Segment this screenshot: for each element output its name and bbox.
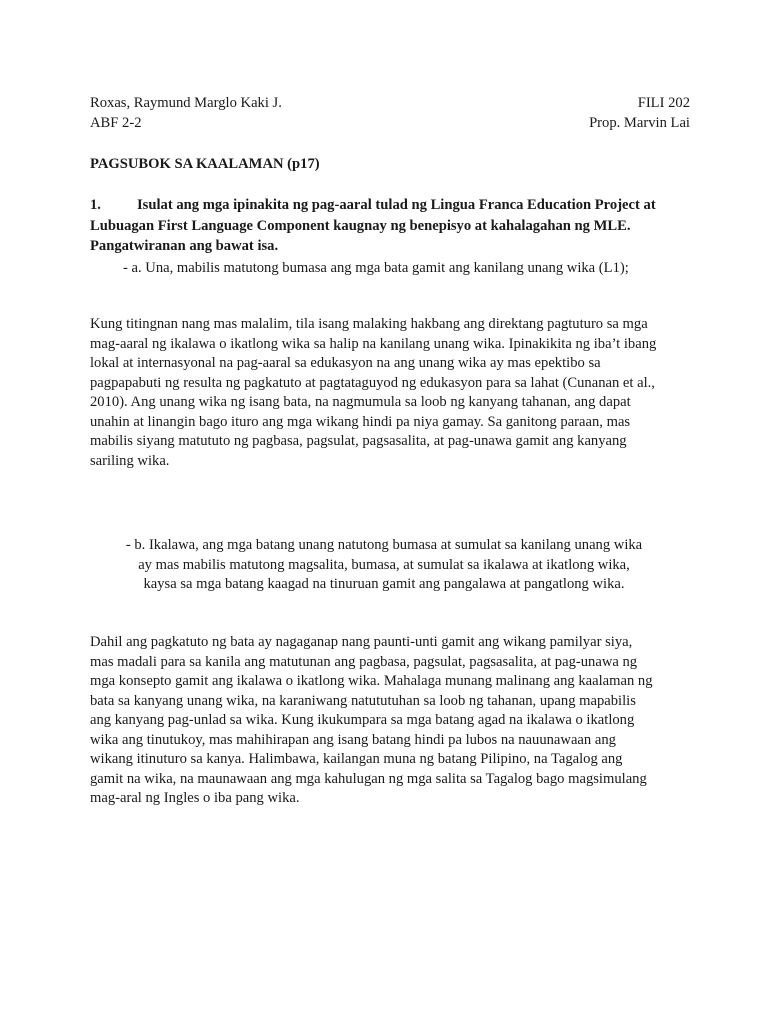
paragraph-line: mag-aral ng Ingles o iba pang wika. xyxy=(90,790,300,806)
item-a: - a. Una, mabilis matutong bumasa ang mga bata gamit ang kanilang unang wika (L1); xyxy=(123,260,629,276)
paragraph-line: sariling wika. xyxy=(90,452,170,469)
paragraph-line: unahin at linangin bago ituro ang mga wikang hindi pa niya gamay. Sa ganitong paraan, mas xyxy=(90,413,631,430)
professor-name: Prop. Marvin Lai xyxy=(589,115,690,131)
item-b-line: - b. Ikalawa, ang mga batang unang natutong bumasa at sumulat sa kanilang unang wika xyxy=(125,537,643,553)
paragraph-line: 2010). Ang unang wika ng isang bata, na nagmumula sa loob ng kanyang tahanan, ang dapat xyxy=(90,394,631,410)
paragraph-line: wikang itinuturo sa kanya. Halimbawa, kailangan muna ng batang Pilipino, na Tagalog ang xyxy=(90,751,623,767)
paragraph-line: mabilis siyang matututo ng pagbasa, pagsulat, pagsasalita, at pag-unawa gamit ang kanyang xyxy=(90,433,627,449)
paragraph-a xyxy=(90,315,680,471)
paragraph-line: mas madali para sa kanila ang matutunan ang pagbasa, pagsulat, pagsasalita, at pag-unawa ng xyxy=(90,653,638,670)
section: ABF 2-2 xyxy=(90,115,142,131)
paragraph-line: bata sa kanyang unang wika, na karaniwang natututuhan sa loob ng tahanan, upang mapabilis xyxy=(90,692,636,709)
paragraph-line: ang kanyang pag-unlad sa wika. Kung ikukumpara sa mga batang agad na ikalawa o ikatlong xyxy=(90,712,635,728)
paragraph-line: Kung titingnan nang mas malalim, tila isang malaking hakbang ang direktang pagtuturo sa mga xyxy=(90,316,648,332)
paragraph-line: Dahil ang pagkatuto ng bata ay nagaganap nang paunti-unti gamit ang wikang pamilyar siya, xyxy=(90,634,633,650)
item-b xyxy=(0,536,768,595)
paragraph-line: gamit na wika, na maunawaan ang mga kahulugan ng mga salita sa Tagalog bago magsimulang xyxy=(90,770,647,787)
document-title: PAGSUBOK SA KAALAMAN (p17) xyxy=(90,156,320,172)
course-code: FILI 202 xyxy=(637,95,690,111)
paragraph-b xyxy=(90,633,680,809)
student-name: Roxas, Raymund Marglo Kaki J. xyxy=(90,95,282,111)
item-b-line: ay mas mabilis matutong magsalita, bumasa, at sumulat sa ikalawa at ikatlong wika, xyxy=(138,556,630,573)
paragraph-line: mga konsepto gamit ang ikalawa o ikatlong wika. Mahalaga munang malinang ang kaalaman ng xyxy=(90,673,653,689)
item-b-line: kaysa sa mga batang kaagad na tinuruan gamit ang pangalawa at pangatlong wika. xyxy=(143,576,625,592)
question-number: 1. xyxy=(90,197,101,213)
question-line: Isulat ang mga ipinakita ng pag-aaral tulad ng Lingua Franca Education Project at xyxy=(137,197,656,213)
paragraph-line: mag-aaral ng ikalawa o ikatlong wika sa halip na kanilang unang wika. Ipinakikita ng iba’t ibang xyxy=(90,335,657,352)
question-line: Lubuagan First Language Component kaugnay ng benepisyo at kahalagahan ng MLE. xyxy=(90,218,631,234)
paragraph-line: wika ang tinutukoy, mas mahihirapan ang isang batang hindi pa lubos na nauunawaan ang xyxy=(90,731,616,748)
paragraph-line: lokal at internasyonal na pag-aaral sa edukasyon na ang unang wika ay mas epektibo sa xyxy=(90,355,601,371)
paragraph-line: pagpapabuti ng resulta ng pagkatuto at pagtataguyod ng edukasyon para sa lahat (Cunanan et al., xyxy=(90,374,655,391)
question-line: Pangatwiranan ang bawat isa. xyxy=(90,238,279,254)
